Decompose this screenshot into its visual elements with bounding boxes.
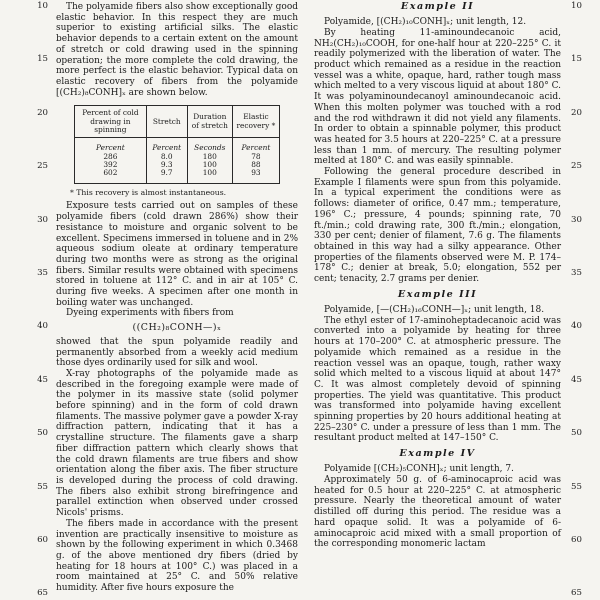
example-4-polyamide-line: Polyamide [(CH₂)₅CONH]ₓ; unit length, 7. — [324, 464, 514, 475]
line-number: 10 — [37, 1, 48, 11]
line-number: 55 — [37, 481, 48, 492]
table-header: Percent of cold drawing in spinning — [75, 106, 147, 138]
table-cell: 88 — [232, 161, 279, 169]
line-number: 60 — [37, 534, 48, 545]
line-number: 45 — [37, 374, 48, 385]
table-header: Stretch — [146, 106, 187, 138]
example-3-heading: Example III — [397, 288, 478, 300]
example-2-spinning: Following the general procedure described in Example I filaments were spun from this polyamide. In a typical experiment the conditions were as follows: diameter of orifice, 0.47 mm.; temperature, 196° C.; pressure, 4 pounds; spinning rate, 70 ft./min.; cold drawing rate, 300 ft./min.; elongation, 330 per cent; denier of filament, 7.6 g. The filaments obtained in this way had a silky appearance. Other properties of the filaments observed were M. P. 174–178° C.; denier at break, 5.0; elongation, 552 per cent; tenacity, 2.7 grams per denier. — [314, 167, 561, 285]
table-row — [75, 169, 280, 184]
table-header-row — [75, 106, 280, 138]
left-column — [56, 2, 298, 594]
line-number: 55 — [571, 481, 582, 492]
table-units-row — [75, 138, 280, 153]
table-cell: 93 — [232, 169, 279, 184]
example-2-heading: Example II — [400, 1, 475, 12]
polyamide-formula: ((CH₂)₈CONH—)ₓ — [132, 321, 222, 333]
table-cell: Percent — [95, 143, 125, 153]
table-cell: 8.0 — [146, 153, 187, 161]
table-cell: 78 — [232, 153, 279, 161]
line-number: 60 — [571, 534, 582, 545]
table-cell: 392 — [103, 159, 118, 169]
line-number: 15 — [37, 54, 48, 65]
line-numbers-right — [571, 1, 595, 600]
paragraph-exposure-tests: Exposure tests carried out on samples of these polyamide fibers (cold drawn 286%) show their resistance to moisture and organic solvent to be excellent. Specimens immersed in toluene and in 2% aqueous sodium oleate at ordinary temperature during two months were as strong as the original fibers. Similar results were obtained with specimens stored in toluene at 112° C. and in air at 105° C. during five weeks. A specimen after one month in boiling water was unchanged. — [56, 201, 298, 308]
line-number: 25 — [571, 161, 582, 172]
line-number: 20 — [37, 107, 48, 118]
table-cell: 180 — [187, 153, 232, 161]
table-header: Duration of stretch — [187, 106, 232, 138]
line-number: 10 — [571, 1, 582, 11]
example-2-polyamide-line: Polyamide, [(CH₂)₁₀CONH]ₓ; unit length, 12. — [324, 17, 527, 28]
example-2-preparation: By heating 11-aminoundecanoic acid, NH₂(CH₂)₁₀COOH, for one-half hour at 220–225° C. it readily polymerized with the liberation of water. The product which remained as a residue in the reaction vessel was a white, opaque, hard, rather tough mass which melted to a very viscous liquid at about 180° C. It was polyaminoundecanoyl aminoundecanoic acid. When this molten polymer was touched with a rod and the rod withdrawn it did not yield any filaments. In order to obtain a spinnable polymer, this product was heated for 3.5 hours at 220–225° C. at a pressure less than 1 mm. of mercury. The resulting polymer melted at 180° C. and was easily spinnable. — [314, 27, 561, 167]
paragraph-elastic-behavior: The polyamide fibers also show exceptionally good elastic behavior. In this respect they are much superior to existing artificial silks. The elastic behavior depends to a certain extent on the amount of stretch or cold drawing used in the spinning operation; the more complete the cold drawing, the more perfect is the elastic behavior. Typical data on elastic recovery of fibers from the polyamide [(CH₂)₈CONH]ₓ are shown below. — [56, 2, 298, 98]
table-cell: 602 — [103, 168, 118, 178]
line-number: 25 — [37, 161, 48, 172]
line-number: 35 — [571, 267, 582, 278]
right-column — [314, 2, 561, 550]
line-number: 15 — [571, 54, 582, 65]
example-4-preparation: Approximately 50 g. of 6-aminocaproic acid was heated for 0.5 hour at 220–225° C. at atmospheric pressure. Nearly the theoretical amount of water distilled off during this period. The residue was a hard opaque solid. It was a polyamide of 6-aminocaproic acid mixed with a small proportion of the corresponding monomeric lactam — [314, 475, 561, 550]
table-cell: 9.3 — [146, 161, 187, 169]
line-number: 65 — [571, 588, 582, 599]
paragraph-xray: X-ray photographs of the polyamide made as described in the foregoing example were made of the polymer in its massive state (solid polymer before spinning) and in the form of cold drawn filaments. The massive polymer gave a powder X-ray diffraction pattern, indicating that it has a crystalline structure. The filaments gave a sharp fiber diffraction pattern which clearly shows that the cold drawn filaments are true fibers and show orientation along the fiber axis. The fiber structure is developed during the process of cold drawing. The fibers also exhibit strong birefringence and parallel extinction when observed under crossed Nicols' prisms. — [56, 368, 298, 519]
table-cell: Percent — [146, 138, 187, 153]
paragraph-moisture: The fibers made in accordance with the present invention are practically insensitive to moisture as shown by the following experiment in which 0.3468 g. of the above mentioned dry fibers (dried by heating for 18 hours at 100° C.) was placed in a room maintained at 25° C. and 50% relative humidity. After five hours exposure the — [56, 518, 298, 594]
line-number: 40 — [37, 321, 48, 332]
table-footnote: * This recovery is almost instantaneous. — [70, 188, 227, 198]
table-cell: 286 — [103, 151, 118, 161]
elastic-recovery-table — [74, 105, 280, 184]
example-3-preparation: The ethyl ester of 17-aminoheptadecanoic acid was converted into a polyamide by heating for three hours at 170–200° C. at atmospheric pressure. The polyamide which remained as a residue in the reaction vessel was an opaque, tough, rather waxy solid which melted to a viscous liquid at about 147° C. It was almost completely devoid of spinning properties. The yield was quantitative. This product was transformed into polyamide having excellent spinning properties by 20 hours additional heating at 225–230° C. under a pressure of less than 1 mm. The resultant product melted at 147–150° C. — [314, 315, 561, 444]
paragraph-dyeing-continued: showed that the spun polyamide readily and permanently absorbed from a weekly acid medium those dyes ordinarily used for silk and wool. — [56, 336, 298, 369]
line-number: 40 — [571, 321, 582, 332]
example-3-polyamide-line: Polyamide, [—(CH₂)₁₆CONH—]ₓ; unit length, 18. — [324, 304, 545, 315]
table-cell: Seconds — [187, 138, 232, 153]
line-number: 30 — [571, 214, 582, 225]
line-number: 35 — [37, 267, 48, 278]
table-cell: 100 — [187, 161, 232, 169]
example-4-heading: Example IV — [399, 448, 476, 460]
line-number: 20 — [571, 107, 582, 118]
table-cell: 100 — [187, 169, 232, 184]
line-number: 30 — [37, 214, 48, 225]
table-header: Elastic recovery * — [232, 106, 279, 138]
line-numbers-left — [24, 1, 48, 600]
table-cell: 9.7 — [146, 169, 187, 184]
line-number: 50 — [37, 428, 48, 439]
paragraph-dyeing-intro: Dyeing experiments with fibers from — [66, 308, 234, 319]
line-number: 45 — [571, 374, 582, 385]
line-number: 50 — [571, 428, 582, 439]
line-number: 65 — [37, 588, 48, 599]
table-cell: Percent — [232, 138, 279, 153]
